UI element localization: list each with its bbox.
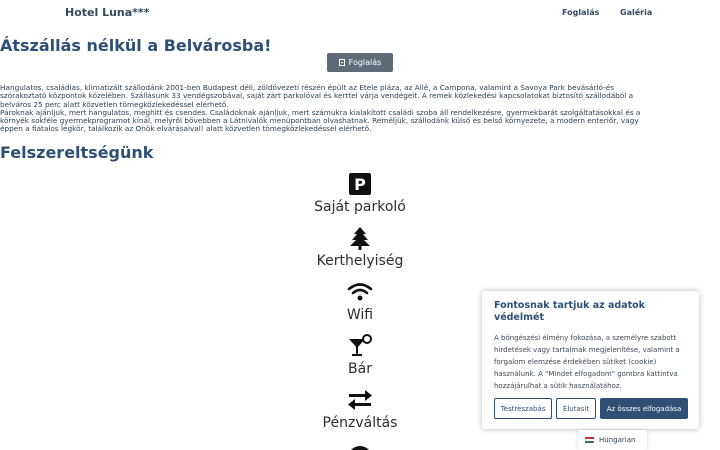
language-label: Hungarian (599, 436, 636, 444)
amenity-garden (300, 226, 420, 269)
cookie-title: Fontosnak tartjuk az adatok védelmét (494, 300, 645, 323)
amenity-label: Bár (348, 361, 372, 377)
parking-icon (347, 172, 373, 196)
amenities-title: Felszereltségünk (0, 143, 154, 162)
intro-line: éppen a fiatalos légkör, találkozik az Önök elvárásaival! alatt közvetlen tömegközlekedéssel elérhető. (0, 125, 372, 134)
amenity-parking (300, 172, 420, 215)
amenity-next-partial (300, 442, 420, 450)
hero-title: Átszállás nélkül a Belvárosba! (0, 36, 272, 55)
amenity-exchange (300, 388, 420, 431)
next-amenity-icon (347, 442, 373, 450)
amenity-label: Saját parkoló (314, 199, 406, 215)
hungarian-flag-icon (585, 437, 594, 443)
exchange-icon (347, 388, 373, 412)
tree-icon (347, 226, 373, 250)
top-navbar (0, 0, 720, 26)
wifi-icon (347, 280, 373, 304)
brand-logo-text[interactable]: Hotel Luna*** (65, 6, 150, 19)
nav-link-gallery[interactable]: Galéria (620, 8, 653, 17)
reject-button[interactable]: Elutasít (556, 398, 596, 419)
cookie-consent-dialog (482, 291, 699, 429)
amenity-label: Pénzváltás (322, 415, 398, 431)
language-selector[interactable] (578, 430, 647, 450)
svg-text:P: P (354, 175, 366, 194)
amenity-bar (300, 334, 420, 377)
amenity-wifi (300, 280, 420, 323)
cookie-buttons (494, 398, 688, 419)
intro-line: környék sokféle gyermekprogramot kínál, melyről bővebben a Látnivalók menüpontban olvashatnak. Reméljük, szállodánk külső és belső környezete, a modern enteriőr, vagy (0, 117, 639, 126)
booking-button-label: Foglalás (348, 58, 382, 67)
document-icon (339, 59, 345, 66)
intro-line: Pároknak ajánljuk, mert hangulatos, meghitt és csendes. Családoknak ajánljuk, mert számukra kialakított családi szoba áll rendelkezésre, gyermekbarát szolgáltatásokkal és a (0, 108, 641, 117)
cocktail-icon (347, 334, 373, 358)
intro-line: szórakoztató központok közelében. Szállásunk 33 vendégszobával, saját zárt parkolóval és kerttel várja vendégeit. A remek közlekedési kapcsolatokat biztosító szállodából a (0, 92, 634, 101)
intro-line: Hangulatos, családias, klimatizált szállodánk 2001-ben Budapest déli, zöldövezeti részén épült az Etele pláza, az Allé, a Campona, valamint a Savoya Park bevásárló-és (0, 84, 615, 92)
nav-link-booking[interactable]: Foglalás (562, 8, 600, 17)
customize-button[interactable]: Testreszabás (494, 398, 552, 419)
intro-line: belváros 25 perc alatt közvetlen tömegközlekedéssel elérhető. (0, 100, 229, 109)
cookie-text: A böngészési élmény fokozása, a személyre szabott hirdetések vagy tartalmak megjelenítése, valamint a forgalom elemzése érdekében sütiket (cookie) használunk. A "Mindet elfogadom" gombra kattintva hozzájárulhat a sütik használatához. (494, 334, 680, 390)
intro-text (0, 84, 720, 134)
amenity-label: Wifi (346, 307, 374, 323)
accept-all-button[interactable]: Az összes elfogadása (600, 398, 688, 419)
booking-button[interactable] (327, 53, 393, 72)
amenity-label: Kerthelyiség (316, 253, 404, 269)
